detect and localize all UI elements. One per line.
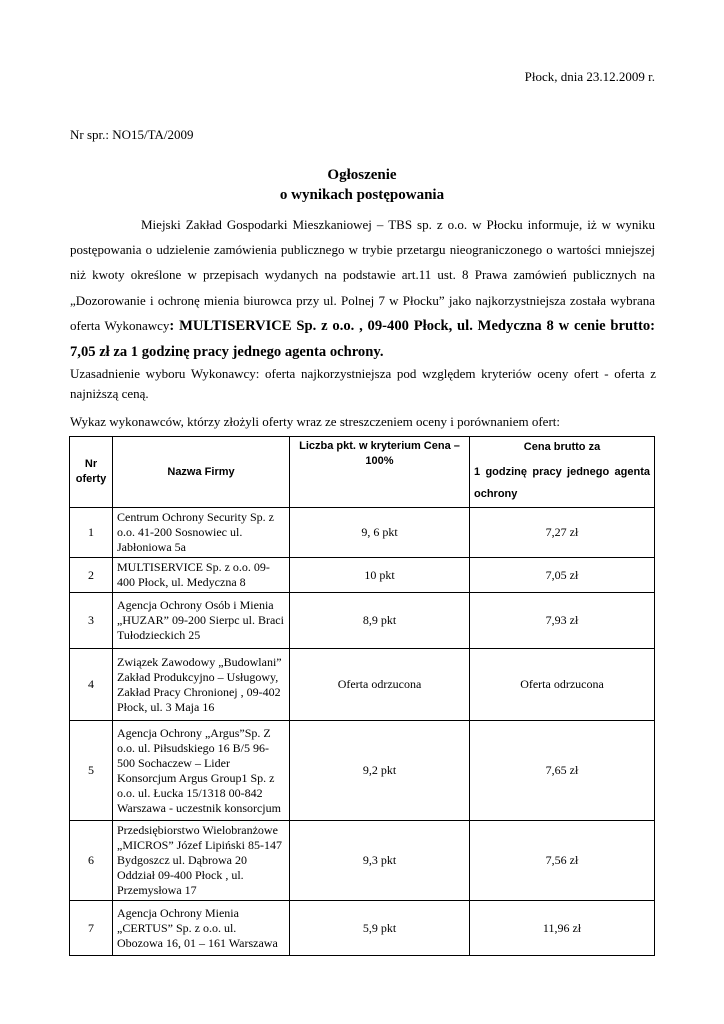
gross-price: 7,65 zł xyxy=(470,721,655,821)
winner-text: : MULTISERVICE Sp. z o.o. , 09-400 Płock, ul. Medyczna 8 w cenie brutto: 7,05 zł za 1 godzinę pracy jednego agenta ochrony. xyxy=(70,317,656,361)
offers-table xyxy=(69,436,655,956)
offer-number: 4 xyxy=(70,649,113,721)
header-price xyxy=(470,437,655,508)
header-price-line1: Cena brutto za xyxy=(523,441,601,453)
company-name: Agencja Ochrony „Argus”Sp. Z o.o. ul. Piłsudskiego 16 B/5 96-500 Sochaczew – Lider Konsorcjum Argus Group1 Sp. z o.o. ul. Łucka 15/1318 00-842 Warszawa - uczestnik konsorcjum xyxy=(113,721,290,821)
document-date: Płock, dnia 23.12.2009 r. xyxy=(524,69,655,84)
document-title: Ogłoszenie xyxy=(327,167,397,183)
company-name: Agencja Ochrony Mienia „CERTUS” Sp. z o.o. ul. Obozowa 16, 01 – 161 Warszawa xyxy=(113,901,290,956)
header-number: Nr oferty xyxy=(70,437,113,508)
offer-number: 6 xyxy=(70,821,113,901)
company-name: Centrum Ochrony Security Sp. z o.o. 41-200 Sosnowiec ul. Jabłoniowa 5a xyxy=(113,508,290,558)
header-company: Nazwa Firmy xyxy=(113,437,290,508)
intro-text: Miejski Zakład Gospodarki Mieszkaniowej – TBS sp. z o.o. w Płocku informuje, iż w wyniku postępowania o udzielenie zamówienia publicznego w trybie przetargu nieograniczonego o wartości mniejszej niż kwoty określone w przepisach wydanych na podstawie art.11 ust. 8 Prawa zamówień publicznych na „Dozorowanie i ochronę mienia biurowca przy ul. Polnej 7 w Płocku” jako najkorzystniejsza została wybrana oferta Wykonawcy xyxy=(70,217,655,333)
table-row xyxy=(70,649,655,721)
criterion-points: Oferta odrzucona xyxy=(290,649,470,721)
gross-price: Oferta odrzucona xyxy=(470,649,655,721)
case-reference: Nr spr.: NO15/TA/2009 xyxy=(70,127,194,142)
table-row xyxy=(70,721,655,821)
offer-number: 1 xyxy=(70,508,113,558)
criterion-points: 9, 6 pkt xyxy=(290,508,470,558)
table-row xyxy=(70,508,655,558)
table-row xyxy=(70,558,655,593)
gross-price: 7,05 zł xyxy=(470,558,655,593)
justification-text: Uzasadnienie wyboru Wykonawcy: oferta najkorzystniejsza pod względem kryteriów oceny ofert - oferta z najniższą ceną. xyxy=(70,366,656,401)
table-row xyxy=(70,901,655,956)
header-price-line2: 1 godzinę pracy jednego agenta xyxy=(474,466,650,478)
header-price-line3: ochrony xyxy=(474,488,518,500)
gross-price: 7,56 zł xyxy=(470,821,655,901)
company-name: Agencja Ochrony Osób i Mienia „HUZAR” 09-200 Sierpc ul. Braci Tułodzieckich 25 xyxy=(113,593,290,649)
criterion-points: 9,2 pkt xyxy=(290,721,470,821)
criterion-points: 5,9 pkt xyxy=(290,901,470,956)
criterion-points: 9,3 pkt xyxy=(290,821,470,901)
gross-price: 7,93 zł xyxy=(470,593,655,649)
list-intro-text: Wykaz wykonawców, którzy złożyli oferty wraz ze streszczeniem oceny i porównaniem ofert: xyxy=(70,414,561,429)
gross-price: 7,27 zł xyxy=(470,508,655,558)
criterion-points: 8,9 pkt xyxy=(290,593,470,649)
table-row xyxy=(70,593,655,649)
company-name: Przedsiębiorstwo Wielobranżowe „MICROS” Józef Lipiński 85-147 Bydgoszcz ul. Dąbrowa 20 Oddział 09-400 Płock , ul. Przemysłowa 17 xyxy=(113,821,290,901)
document-subtitle: o wynikach postępowania xyxy=(279,187,445,203)
table-header-row xyxy=(70,437,655,508)
offer-number: 5 xyxy=(70,721,113,821)
gross-price: 11,96 zł xyxy=(470,901,655,956)
header-criterion: Liczba pkt. w kryterium Cena – 100% xyxy=(290,437,470,508)
company-name: Związek Zawodowy „Budowlani” Zakład Produkcyjno – Usługowy, Zakład Pracy Chronionej , 09-402 Płock, ul. 3 Maja 16 xyxy=(113,649,290,721)
offer-number: 7 xyxy=(70,901,113,956)
table-row xyxy=(70,821,655,901)
announcement-paragraph xyxy=(70,212,655,365)
offer-number: 2 xyxy=(70,558,113,593)
offer-number: 3 xyxy=(70,593,113,649)
company-name: MULTISERVICE Sp. z o.o. 09-400 Płock, ul. Medyczna 8 xyxy=(113,558,290,593)
criterion-points: 10 pkt xyxy=(290,558,470,593)
